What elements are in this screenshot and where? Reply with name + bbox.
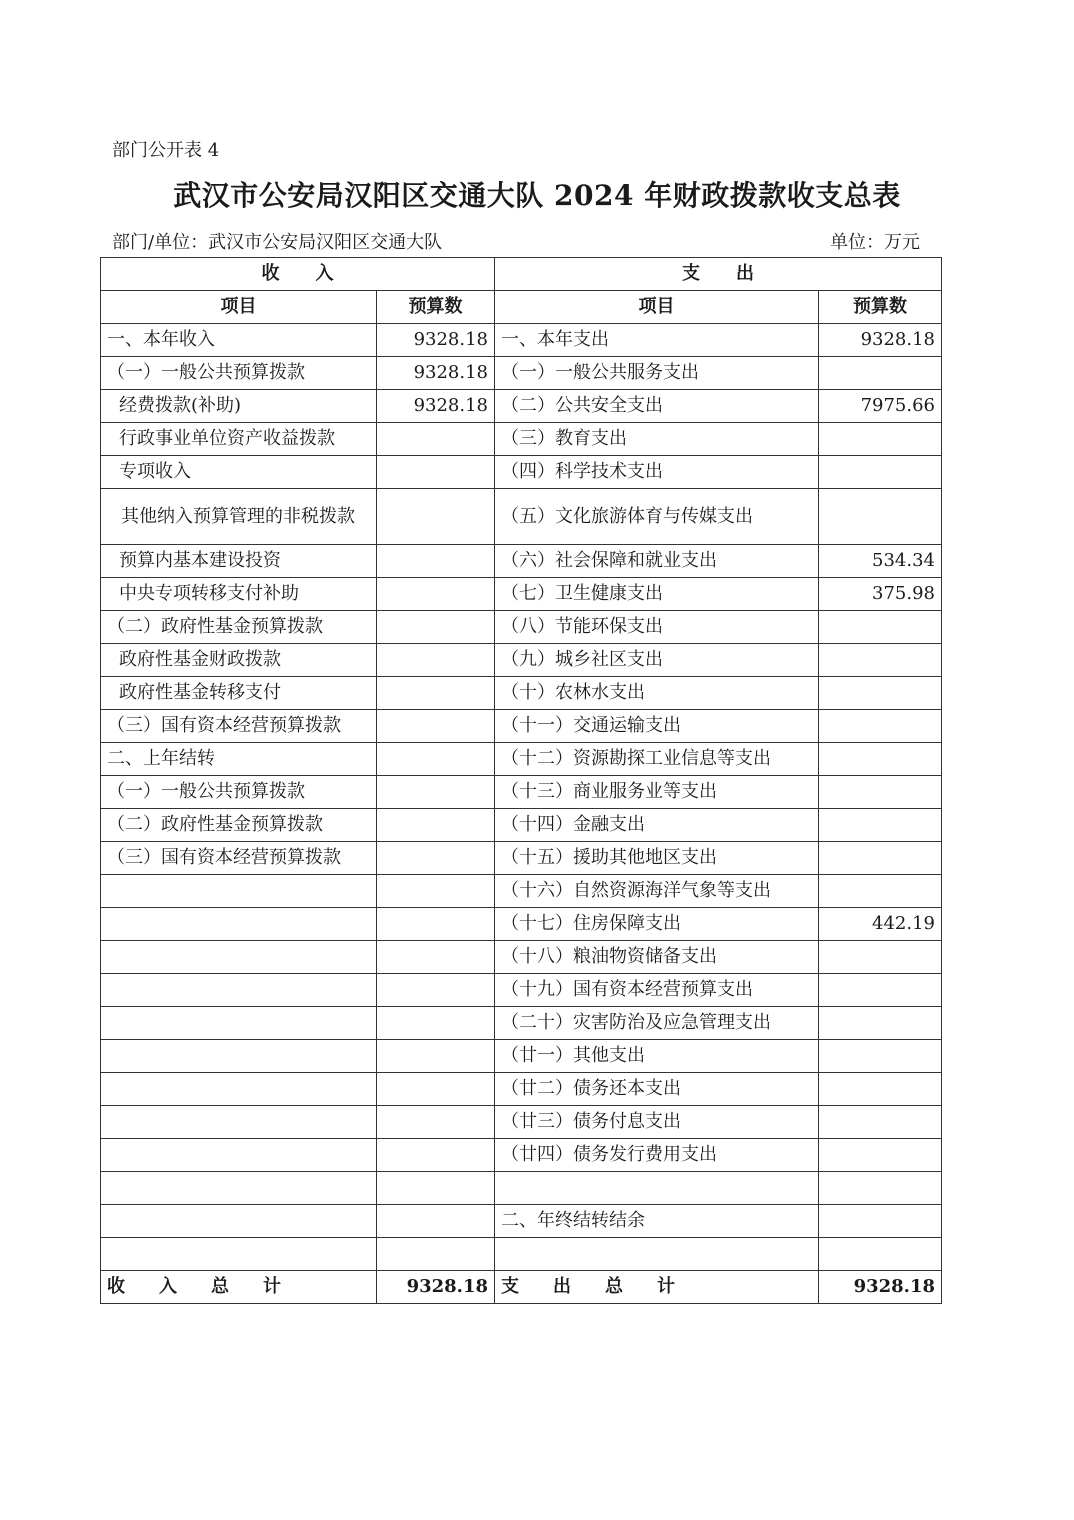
expense-budget-cell: [819, 489, 942, 545]
expense-budget-cell: [819, 357, 942, 390]
expense-item-cell: （十八）粮油物资储备支出: [495, 941, 819, 974]
income-item-cell: 其他纳入预算管理的非税拨款: [101, 489, 377, 545]
expense-budget-cell: [819, 1007, 942, 1040]
expense-budget-cell: [819, 1172, 942, 1205]
income-budget-cell: [377, 456, 495, 489]
table-row: [101, 809, 942, 842]
income-budget-cell: [377, 489, 495, 545]
expense-item-cell: （十一）交通运输支出: [495, 710, 819, 743]
income-item-cell: （三）国有资本经营预算拨款: [101, 710, 377, 743]
income-item-cell: [101, 1238, 377, 1271]
total-label-char: 计: [657, 1276, 675, 1297]
table-row: [101, 677, 942, 710]
expense-budget-cell: 442.19: [819, 908, 942, 941]
income-item-cell: （一）一般公共预算拨款: [101, 357, 377, 390]
income-group-header: 收 入: [101, 258, 495, 291]
income-item-cell: （二）政府性基金预算拨款: [101, 809, 377, 842]
income-budget-cell: [377, 1139, 495, 1172]
income-item-cell: [101, 1172, 377, 1205]
expense-item-cell: （十三）商业服务业等支出: [495, 776, 819, 809]
income-item-cell: （三）国有资本经营预算拨款: [101, 842, 377, 875]
expense-item-cell: （七）卫生健康支出: [495, 578, 819, 611]
total-label-char: 总: [211, 1276, 229, 1297]
table-row: [101, 1139, 942, 1172]
expense-budget-cell: [819, 423, 942, 456]
income-budget-cell: [377, 908, 495, 941]
expense-budget-header: 预算数: [819, 291, 942, 324]
income-budget-cell: 9328.18: [377, 324, 495, 357]
total-label-char: 收: [107, 1276, 125, 1297]
document-label: 部门公开表 4: [112, 140, 220, 161]
expense-budget-cell: 9328.18: [819, 324, 942, 357]
expense-total-label: [495, 1271, 819, 1304]
income-item-cell: 行政事业单位资产收益拨款: [101, 423, 377, 456]
income-item-cell: 二、上年结转: [101, 743, 377, 776]
expense-item-cell: （十）农林水支出: [495, 677, 819, 710]
income-item-cell: [101, 908, 377, 941]
expense-budget-cell: [819, 456, 942, 489]
expense-group-header: 支 出: [495, 258, 942, 291]
income-item-header: 项目: [101, 291, 377, 324]
income-item-cell: [101, 974, 377, 1007]
expense-item-cell: （九）城乡社区支出: [495, 644, 819, 677]
expense-budget-cell: [819, 1073, 942, 1106]
income-item-cell: 政府性基金转移支付: [101, 677, 377, 710]
income-budget-cell: 9328.18: [377, 390, 495, 423]
income-budget-cell: [377, 423, 495, 456]
table-body: [101, 324, 942, 1271]
expense-item-cell: （十二）资源勘探工业信息等支出: [495, 743, 819, 776]
income-item-cell: 政府性基金财政拨款: [101, 644, 377, 677]
expense-budget-cell: [819, 611, 942, 644]
expense-item-cell: （廿二）债务还本支出: [495, 1073, 819, 1106]
income-total-label: [101, 1271, 377, 1304]
income-budget-cell: [377, 1238, 495, 1271]
unit-info: 单位：万元: [830, 232, 920, 253]
expense-item-header: 项目: [495, 291, 819, 324]
expense-item-cell: （十七）住房保障支出: [495, 908, 819, 941]
expense-item-cell: （十六）自然资源海洋气象等支出: [495, 875, 819, 908]
expense-budget-cell: [819, 677, 942, 710]
total-label-char: 支: [501, 1276, 519, 1297]
table-row: [101, 489, 942, 545]
income-budget-cell: [377, 1007, 495, 1040]
expense-item-cell: 二、年终结转结余: [495, 1205, 819, 1238]
income-item-cell: 预算内基本建设投资: [101, 545, 377, 578]
table-row: [101, 578, 942, 611]
income-item-cell: 一、本年收入: [101, 324, 377, 357]
expense-budget-cell: [819, 974, 942, 1007]
expense-item-cell: （五）文化旅游体育与传媒支出: [495, 489, 819, 545]
income-budget-cell: [377, 1106, 495, 1139]
table-row: [101, 776, 942, 809]
expense-item-cell: （二十）灾害防治及应急管理支出: [495, 1007, 819, 1040]
expense-item-cell: [495, 1238, 819, 1271]
expense-budget-cell: [819, 644, 942, 677]
income-budget-cell: [377, 710, 495, 743]
table-row: [101, 1205, 942, 1238]
table-row: [101, 908, 942, 941]
table-row: [101, 611, 942, 644]
expense-budget-cell: [819, 1238, 942, 1271]
expense-total-value: 9328.18: [819, 1271, 942, 1304]
income-budget-cell: [377, 776, 495, 809]
income-total-value: 9328.18: [377, 1271, 495, 1304]
expense-item-cell: （十九）国有资本经营预算支出: [495, 974, 819, 1007]
table-row: [101, 1238, 942, 1271]
expense-budget-cell: [819, 1106, 942, 1139]
table-row: [101, 1073, 942, 1106]
expense-budget-cell: [819, 842, 942, 875]
income-budget-cell: [377, 677, 495, 710]
income-item-cell: 专项收入: [101, 456, 377, 489]
expense-budget-cell: 375.98: [819, 578, 942, 611]
expense-item-cell: [495, 1172, 819, 1205]
income-budget-cell: [377, 1172, 495, 1205]
expense-budget-cell: 7975.66: [819, 390, 942, 423]
table-row: [101, 456, 942, 489]
expense-budget-cell: [819, 875, 942, 908]
table-row: [101, 390, 942, 423]
expense-budget-cell: [819, 1139, 942, 1172]
expense-item-cell: （十四）金融支出: [495, 809, 819, 842]
expense-item-cell: （廿一）其他支出: [495, 1040, 819, 1073]
total-label-char: 计: [263, 1276, 281, 1297]
table-row: [101, 357, 942, 390]
expense-budget-cell: 534.34: [819, 545, 942, 578]
income-item-cell: （二）政府性基金预算拨款: [101, 611, 377, 644]
income-item-cell: [101, 1040, 377, 1073]
expense-item-cell: （六）社会保障和就业支出: [495, 545, 819, 578]
income-item-cell: 中央专项转移支付补助: [101, 578, 377, 611]
income-budget-cell: [377, 1205, 495, 1238]
income-budget-cell: [377, 875, 495, 908]
expense-item-cell: （八）节能环保支出: [495, 611, 819, 644]
expense-budget-cell: [819, 776, 942, 809]
income-item-cell: （一）一般公共预算拨款: [101, 776, 377, 809]
table-row: [101, 710, 942, 743]
income-budget-cell: 9328.18: [377, 357, 495, 390]
table-row: [101, 1007, 942, 1040]
income-item-cell: [101, 1205, 377, 1238]
table-column-header: [101, 291, 942, 324]
table-row: [101, 324, 942, 357]
income-budget-cell: [377, 545, 495, 578]
income-item-cell: [101, 1073, 377, 1106]
expense-budget-cell: [819, 941, 942, 974]
income-budget-header: 预算数: [377, 291, 495, 324]
table-row: [101, 423, 942, 456]
income-item-cell: [101, 875, 377, 908]
table-row: [101, 1106, 942, 1139]
income-budget-cell: [377, 578, 495, 611]
table-row: [101, 644, 942, 677]
income-budget-cell: [377, 941, 495, 974]
expense-item-cell: （一）一般公共服务支出: [495, 357, 819, 390]
table-row: [101, 842, 942, 875]
income-item-cell: 经费拨款(补助): [101, 390, 377, 423]
expense-item-cell: （四）科学技术支出: [495, 456, 819, 489]
table-group-header: [101, 258, 942, 291]
expense-item-cell: （三）教育支出: [495, 423, 819, 456]
table-row: [101, 875, 942, 908]
income-budget-cell: [377, 611, 495, 644]
table-row: [101, 941, 942, 974]
department-info: 部门/单位：武汉市公安局汉阳区交通大队: [112, 232, 443, 253]
page-title: 武汉市公安局汉阳区交通大队 2024 年财政拨款收支总表: [173, 179, 901, 212]
expense-item-cell: （廿三）债务付息支出: [495, 1106, 819, 1139]
expense-item-cell: （廿四）债务发行费用支出: [495, 1139, 819, 1172]
income-budget-cell: [377, 1073, 495, 1106]
income-item-cell: [101, 1007, 377, 1040]
income-item-cell: [101, 1139, 377, 1172]
table-row: [101, 1040, 942, 1073]
expense-item-cell: （二）公共安全支出: [495, 390, 819, 423]
income-item-cell: [101, 1106, 377, 1139]
table-row: [101, 743, 942, 776]
expense-budget-cell: [819, 1040, 942, 1073]
income-budget-cell: [377, 974, 495, 1007]
income-budget-cell: [377, 743, 495, 776]
income-budget-cell: [377, 809, 495, 842]
table-row: [101, 1172, 942, 1205]
expense-item-cell: （十五）援助其他地区支出: [495, 842, 819, 875]
income-budget-cell: [377, 644, 495, 677]
expense-item-cell: 一、本年支出: [495, 324, 819, 357]
income-budget-cell: [377, 842, 495, 875]
total-label-char: 总: [605, 1276, 623, 1297]
total-label-char: 入: [159, 1276, 177, 1297]
table-row: [101, 974, 942, 1007]
budget-table: [100, 257, 942, 1304]
income-budget-cell: [377, 1040, 495, 1073]
table-row: [101, 545, 942, 578]
totals-row: [101, 1271, 942, 1304]
expense-budget-cell: [819, 1205, 942, 1238]
income-item-cell: [101, 941, 377, 974]
total-label-char: 出: [553, 1276, 571, 1297]
expense-budget-cell: [819, 710, 942, 743]
expense-budget-cell: [819, 809, 942, 842]
expense-budget-cell: [819, 743, 942, 776]
